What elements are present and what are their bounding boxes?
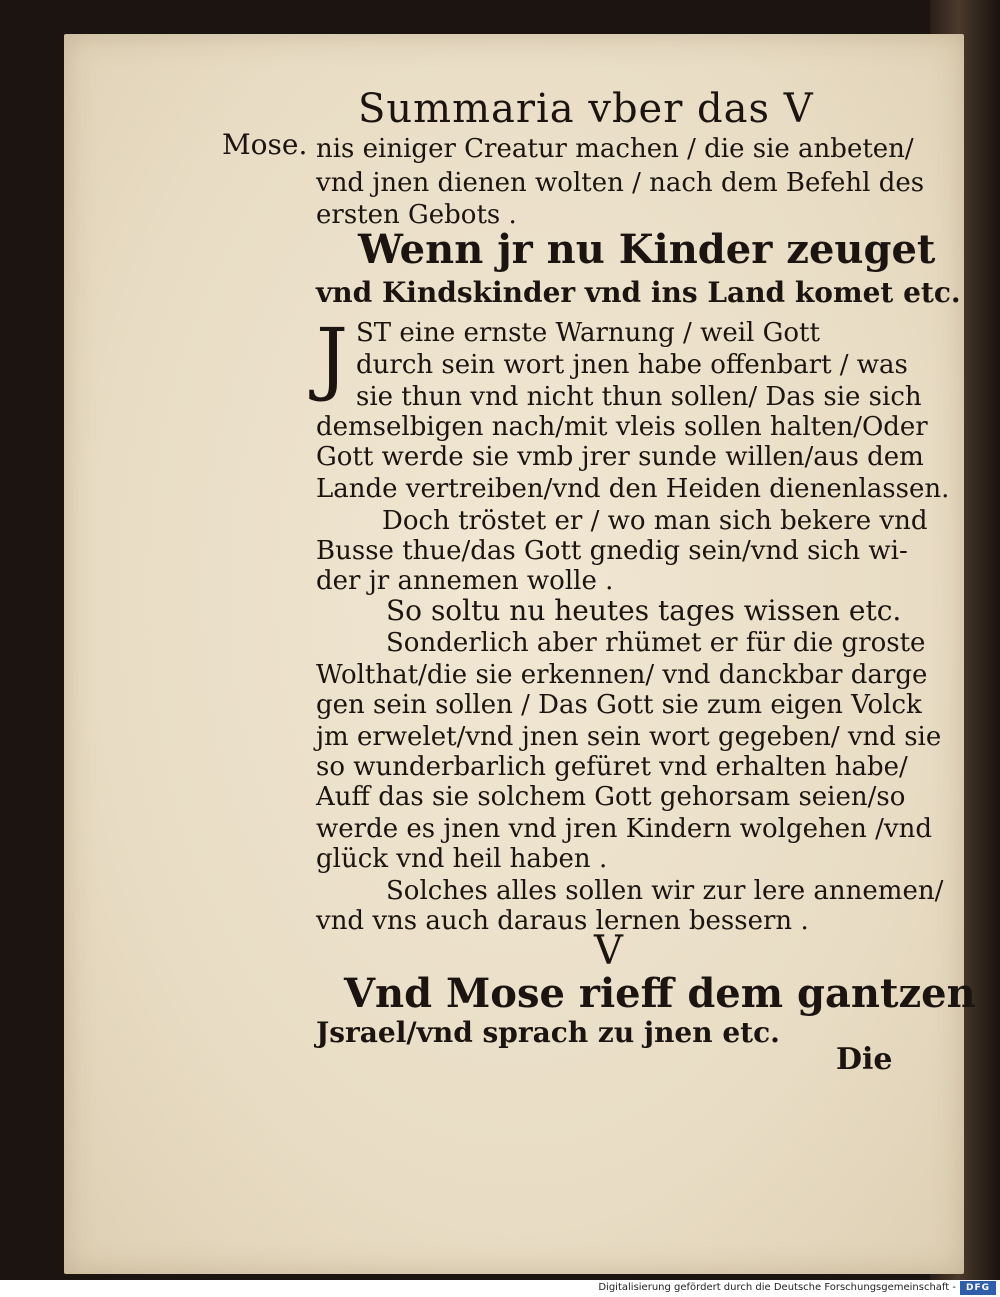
drop-cap: J <box>316 311 349 404</box>
text-line: sie thun vnd nicht thun sollen/ Das sie sich <box>356 382 922 412</box>
text-line: jm erwelet/vnd jnen sein wort gegeben/ vnd sie <box>316 722 942 752</box>
text-line: der jr annemen wolle . <box>316 566 614 596</box>
text-line: Sonderlich aber rhümet er für die groste <box>386 628 926 658</box>
section-heading-continuation: vnd Kindskinder vnd ins Land komet etc. <box>316 276 961 309</box>
text-line: ersten Gebots . <box>316 200 517 230</box>
chapter-heading-continuation: Jsrael/vnd sprach zu jnen etc. <box>316 1016 780 1049</box>
text-line: Lande vertreiben/vnd den Heiden dienenlassen. <box>316 474 950 504</box>
text-line: ST eine ernste Warnung / weil Gott <box>356 318 820 348</box>
text-line: Auff das sie solchem Gott gehorsam seien/so <box>316 782 906 812</box>
running-header: Summaria vber das V <box>358 86 814 132</box>
chapter-number: V <box>594 928 623 974</box>
catchword: Die <box>836 1042 893 1077</box>
section-heading: Wenn jr nu Kinder zeuget <box>358 226 936 273</box>
text-line: nis einiger Creatur machen / die sie anbeten/ <box>316 134 914 164</box>
text-line: glück vnd heil haben . <box>316 844 608 874</box>
text-line: gen sein sollen / Das Gott sie zum eigen Volck <box>316 690 922 720</box>
text-line: Doch tröstet er / wo man sich bekere vnd <box>382 506 928 536</box>
text-line: durch sein wort jnen habe offenbart / was <box>356 350 908 380</box>
text-line: Solches alles sollen wir zur lere annemen/ <box>386 876 944 906</box>
text-line: werde es jnen vnd jren Kindern wolgehen /vnd <box>316 814 932 844</box>
subheading: So soltu nu heutes tages wissen etc. <box>386 594 902 627</box>
dfg-logo[interactable]: DFG <box>960 1281 996 1295</box>
text-line: Busse thue/das Gott gnedig sein/vnd sich wi- <box>316 536 908 566</box>
text-line: so wunderbarlich gefüret vnd erhalten habe/ <box>316 752 908 782</box>
marginal-note: Mose. <box>222 128 308 161</box>
text-line: vnd vns auch daraus lernen bessern . <box>316 906 809 936</box>
text-line: Gott werde sie vmb jrer sunde willen/aus dem <box>316 442 924 472</box>
text-line: Wolthat/die sie erkennen/ vnd danckbar darge <box>316 660 928 690</box>
text-line: vnd jnen dienen wolten / nach dem Befehl des <box>316 168 925 198</box>
chapter-heading: Vnd Mose rieff dem gantzen <box>344 970 976 1017</box>
text-line: demselbigen nach/mit vleis sollen halten/Oder <box>316 412 928 442</box>
footer-credit: Digitalisierung gefördert durch die Deutsche Forschungsgemeinschaft - <box>598 1282 956 1293</box>
